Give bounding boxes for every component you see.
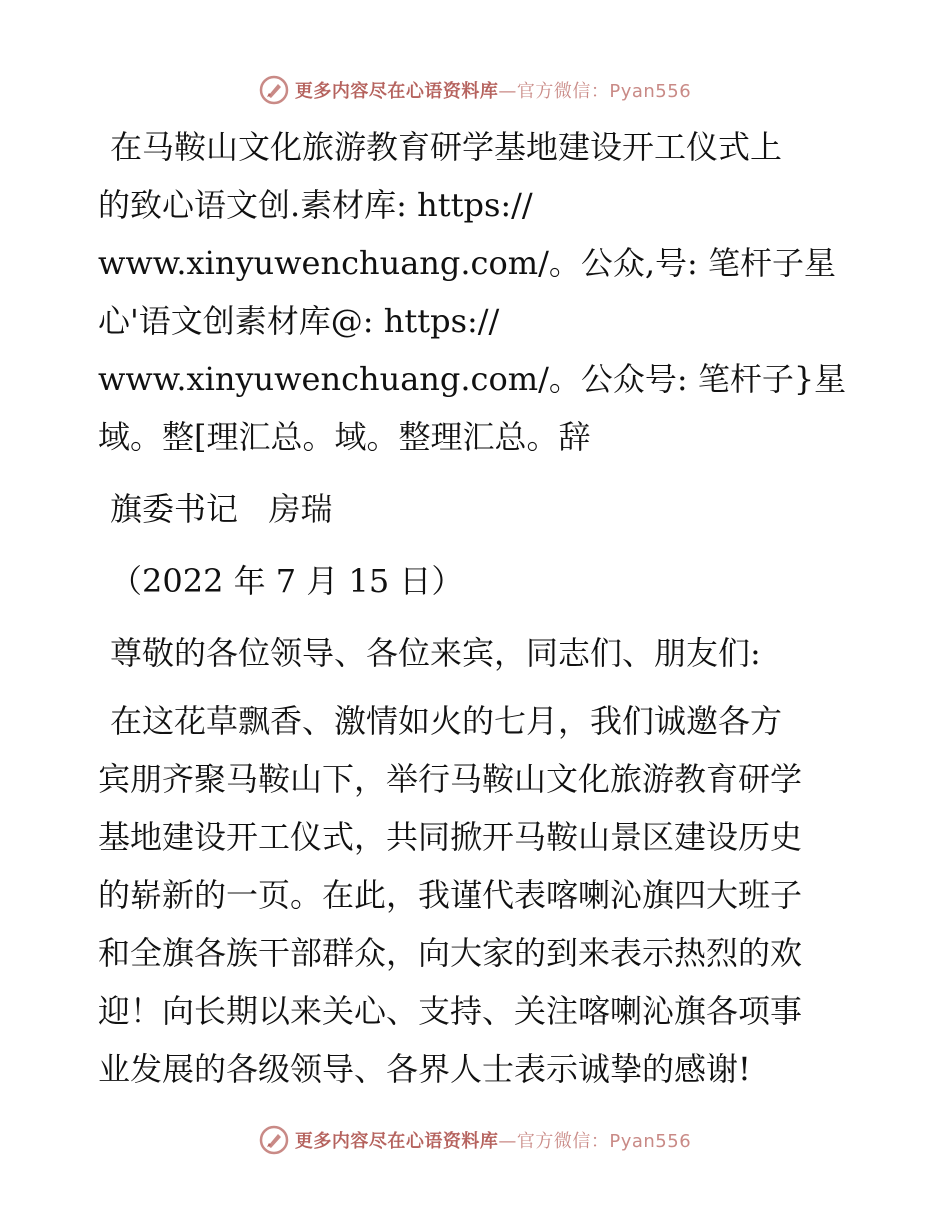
greeting-line: 尊敬的各位领导、各位来宾，同志们、朋友们: <box>110 634 761 672</box>
watermark-dash: — <box>498 81 517 102</box>
body-line-4: 的崭新的一页。在此，我谨代表喀喇沁旗四大班子 <box>98 876 803 914</box>
document-body <box>98 118 858 1098</box>
watermark-text <box>295 77 691 103</box>
watermark-banner-top <box>0 70 950 110</box>
watermark-brand: 更多内容尽在心语资料库 <box>294 81 499 102</box>
body-line-6: 迎！向长期以来关心、支持、关注喀喇沁旗各项事 <box>98 992 803 1030</box>
pen-nib-logo-icon <box>259 75 289 105</box>
date-line: （2022 年 7 月 15 日） <box>110 562 464 600</box>
body-line-3: 基地建设开工仪式，共同掀开马鞍山景区建设历史 <box>98 818 803 856</box>
watermark-text <box>295 1127 691 1153</box>
title-line-1: 在马鞍山文化旅游教育研学基地建设开工仪式上 <box>110 128 783 166</box>
body-line-1: 在这花草飘香、激情如火的七月，我们诚邀各方 <box>110 702 783 740</box>
watermark-banner-bottom <box>0 1120 950 1160</box>
pen-nib-logo-icon <box>259 1125 289 1155</box>
watermark-brand: 更多内容尽在心语资料库 <box>294 1131 499 1152</box>
title-line-6: 域。整[理汇总。域。整理汇总。辞 <box>98 418 591 456</box>
title-line-3: www.xinyuwenchuang.com/。公众,号: 笔杆子星 <box>98 244 836 282</box>
author-line: 旗委书记 房瑞 <box>110 490 333 528</box>
watermark-suffix: 官方微信：Pyan556 <box>516 81 692 102</box>
body-line-7: 业发展的各级领导、各界人士表示诚挚的感谢! <box>98 1050 751 1088</box>
title-line-4: 心'语文创素材库@: https:// <box>98 302 500 340</box>
body-line-5: 和全旗各族干部群众，向大家的到来表示热烈的欢 <box>98 934 803 972</box>
watermark-dash: — <box>498 1131 517 1152</box>
title-line-2: 的致心语文创.素材库: https:// <box>98 186 533 224</box>
title-line-5: www.xinyuwenchuang.com/。公众号: 笔杆子}星 <box>98 360 847 398</box>
watermark-suffix: 官方微信：Pyan556 <box>516 1131 692 1152</box>
body-line-2: 宾朋齐聚马鞍山下，举行马鞍山文化旅游教育研学 <box>98 760 803 798</box>
